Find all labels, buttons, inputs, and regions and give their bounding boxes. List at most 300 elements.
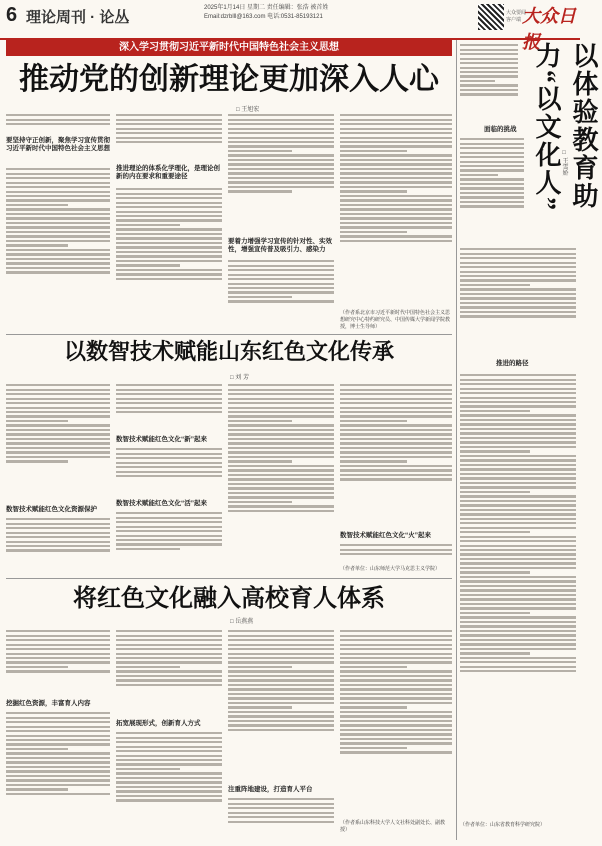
text-line bbox=[460, 80, 495, 82]
text-line bbox=[340, 213, 452, 215]
text-line bbox=[340, 420, 407, 422]
text-line bbox=[340, 478, 452, 480]
text-line bbox=[116, 197, 222, 199]
text-line bbox=[228, 501, 292, 503]
text-line bbox=[460, 410, 530, 412]
text-line bbox=[228, 697, 334, 699]
text-line bbox=[116, 535, 222, 537]
text-line bbox=[340, 451, 452, 453]
text-line bbox=[116, 389, 222, 391]
text-line bbox=[340, 181, 452, 183]
text-line bbox=[116, 246, 222, 248]
text-line bbox=[6, 433, 110, 435]
text-line bbox=[116, 657, 222, 659]
text-line bbox=[116, 795, 222, 797]
text-line bbox=[460, 553, 576, 555]
text-line bbox=[228, 384, 334, 386]
article3-subhead-3: 注重阵地建设，打造育人平台 bbox=[228, 786, 313, 793]
text-line bbox=[228, 451, 334, 453]
text-line bbox=[6, 752, 110, 754]
qr-caption: 大众要闻 客户端 bbox=[506, 10, 527, 23]
text-line bbox=[228, 119, 334, 121]
text-line bbox=[340, 150, 407, 152]
text-line bbox=[340, 688, 452, 690]
text-line bbox=[460, 183, 524, 185]
text-line bbox=[460, 473, 576, 475]
sidebar-divider bbox=[456, 40, 457, 840]
text-line bbox=[460, 248, 576, 250]
text-line bbox=[340, 711, 452, 713]
text-line bbox=[340, 456, 452, 458]
text-line bbox=[228, 720, 334, 722]
text-line bbox=[228, 635, 334, 637]
text-line bbox=[340, 549, 452, 551]
text-line bbox=[460, 625, 576, 627]
text-line bbox=[340, 398, 452, 400]
text-line bbox=[6, 635, 110, 637]
page-number: 6 bbox=[6, 4, 18, 26]
text-line bbox=[460, 585, 576, 587]
text-line bbox=[460, 147, 524, 149]
text-line bbox=[340, 469, 452, 471]
text-line bbox=[228, 296, 292, 298]
article1-text-col2b bbox=[116, 186, 222, 330]
text-line bbox=[116, 799, 222, 801]
text-line bbox=[116, 684, 222, 686]
article3-text-col2b bbox=[116, 730, 222, 840]
text-line bbox=[228, 278, 334, 280]
text-line bbox=[340, 648, 452, 650]
text-line bbox=[228, 150, 292, 152]
text-line bbox=[116, 269, 222, 271]
text-line bbox=[116, 193, 222, 195]
text-line bbox=[6, 262, 110, 264]
text-line bbox=[460, 477, 576, 479]
text-line bbox=[116, 670, 222, 672]
text-line bbox=[116, 675, 222, 677]
date-line: 2025年1月14日 星期二 责任编辑：张浩 被首姓 bbox=[204, 5, 329, 11]
text-line bbox=[460, 648, 576, 650]
text-line bbox=[116, 393, 222, 395]
text-line bbox=[228, 172, 334, 174]
text-line bbox=[340, 742, 452, 744]
article2-subhead-4: 数智技术赋能红色文化“火”起来 bbox=[340, 532, 431, 539]
text-line bbox=[116, 644, 222, 646]
qr-code bbox=[478, 4, 504, 30]
text-line bbox=[460, 414, 576, 416]
text-line bbox=[6, 726, 110, 728]
text-line bbox=[6, 766, 110, 768]
text-line bbox=[460, 432, 576, 434]
text-line bbox=[460, 621, 576, 623]
text-line bbox=[340, 679, 452, 681]
article2-text-col4a bbox=[340, 382, 452, 530]
text-line bbox=[460, 49, 518, 51]
text-line bbox=[6, 518, 110, 520]
text-line bbox=[6, 119, 110, 121]
text-line bbox=[6, 532, 110, 534]
text-line bbox=[6, 240, 110, 242]
text-line bbox=[116, 741, 222, 743]
text-line bbox=[340, 644, 452, 646]
text-line bbox=[460, 504, 576, 506]
text-line bbox=[6, 208, 110, 210]
text-line bbox=[460, 562, 576, 564]
text-line bbox=[116, 517, 222, 519]
text-line bbox=[460, 482, 576, 484]
text-line bbox=[460, 643, 576, 645]
divider bbox=[6, 578, 452, 579]
text-line bbox=[116, 132, 222, 134]
text-line bbox=[228, 415, 334, 417]
text-line bbox=[460, 392, 576, 394]
article3-title: 将红色文化融入高校育人体系 bbox=[73, 586, 385, 612]
text-line bbox=[340, 661, 452, 663]
text-line bbox=[6, 415, 110, 417]
text-line bbox=[340, 724, 452, 726]
text-line bbox=[460, 464, 576, 466]
text-line bbox=[460, 262, 576, 264]
article1-text-col1a bbox=[6, 112, 110, 134]
text-line bbox=[228, 181, 334, 183]
text-line bbox=[228, 816, 334, 818]
text-line bbox=[6, 779, 110, 781]
text-line bbox=[460, 491, 530, 493]
article1-text-col4 bbox=[340, 112, 452, 308]
text-line bbox=[340, 544, 452, 546]
text-line bbox=[6, 226, 110, 228]
text-line bbox=[228, 177, 334, 179]
text-line bbox=[116, 475, 222, 477]
text-line bbox=[6, 253, 110, 255]
text-line bbox=[460, 205, 524, 207]
text-line bbox=[6, 784, 110, 786]
text-line bbox=[460, 630, 576, 632]
text-line bbox=[228, 300, 334, 302]
text-line bbox=[460, 311, 576, 313]
text-line bbox=[228, 670, 334, 672]
text-line bbox=[6, 271, 110, 273]
text-line bbox=[6, 549, 110, 551]
text-line bbox=[460, 518, 576, 520]
text-line bbox=[6, 267, 110, 269]
text-line bbox=[340, 474, 452, 476]
text-line bbox=[460, 428, 576, 430]
text-line bbox=[116, 237, 222, 239]
sidebar-text-b bbox=[460, 246, 576, 356]
text-line bbox=[116, 398, 222, 400]
text-line bbox=[228, 648, 334, 650]
text-line bbox=[340, 411, 452, 413]
text-line bbox=[228, 132, 334, 134]
text-line bbox=[340, 402, 452, 404]
text-line bbox=[460, 379, 576, 381]
text-line bbox=[460, 666, 576, 668]
text-line bbox=[460, 580, 576, 582]
text-line bbox=[228, 420, 292, 422]
text-line bbox=[228, 474, 334, 476]
text-line bbox=[228, 456, 334, 458]
text-line bbox=[340, 653, 452, 655]
text-line bbox=[6, 235, 110, 237]
text-line bbox=[6, 191, 110, 193]
text-line bbox=[116, 453, 222, 455]
text-line bbox=[460, 652, 530, 654]
text-line bbox=[116, 219, 222, 221]
article3-subhead-2: 拓宽展现形式，创新育人方式 bbox=[116, 720, 201, 727]
text-line bbox=[6, 536, 110, 538]
text-line bbox=[460, 271, 576, 273]
article1-byline: □ 王旭宏 bbox=[236, 107, 260, 113]
text-line bbox=[228, 402, 334, 404]
text-line bbox=[228, 128, 334, 130]
text-line bbox=[228, 688, 334, 690]
text-line bbox=[228, 137, 334, 139]
sidebar-subhead-1: 面临的挑战 bbox=[484, 126, 517, 133]
text-line bbox=[340, 172, 452, 174]
text-line bbox=[116, 772, 222, 774]
text-line bbox=[460, 607, 576, 609]
text-line bbox=[460, 293, 576, 295]
text-line bbox=[340, 407, 452, 409]
text-line bbox=[340, 553, 452, 555]
text-line bbox=[116, 114, 222, 116]
text-line bbox=[460, 93, 518, 95]
text-line bbox=[228, 433, 334, 435]
text-line bbox=[228, 438, 334, 440]
text-line bbox=[6, 213, 110, 215]
article2-subhead-1: 数智技术赋能红色文化资源保护 bbox=[6, 506, 97, 513]
text-line bbox=[6, 788, 68, 790]
text-line bbox=[340, 693, 452, 695]
text-line bbox=[228, 684, 334, 686]
text-line bbox=[228, 675, 334, 677]
text-line bbox=[6, 545, 110, 547]
text-line bbox=[6, 222, 110, 224]
text-line bbox=[116, 384, 222, 386]
text-line bbox=[6, 666, 68, 668]
article1-text-col1b bbox=[6, 166, 110, 330]
article1-title: 推动党的创新理论更加深入人心 bbox=[19, 63, 439, 96]
text-line bbox=[6, 523, 110, 525]
text-line bbox=[116, 141, 222, 143]
text-line bbox=[460, 616, 576, 618]
divider bbox=[6, 334, 452, 335]
text-line bbox=[460, 84, 518, 86]
text-line bbox=[116, 790, 222, 792]
text-line bbox=[6, 429, 110, 431]
text-line bbox=[340, 702, 452, 704]
sidebar-byline: □ 王雪娇 bbox=[561, 150, 567, 176]
text-line bbox=[340, 141, 452, 143]
text-line bbox=[460, 446, 576, 448]
text-line bbox=[340, 447, 452, 449]
text-line bbox=[116, 128, 222, 130]
article1-credit: （作者系北京市习近平新时代中国特色社会主义思想研究中心特约研究员、中国传媒大学新闻学院教授，博士生导师） bbox=[340, 310, 451, 330]
text-line bbox=[6, 748, 68, 750]
text-line bbox=[340, 168, 452, 170]
text-line bbox=[228, 812, 334, 814]
text-line bbox=[228, 291, 334, 293]
text-line bbox=[460, 522, 576, 524]
text-line bbox=[6, 258, 110, 260]
text-line bbox=[460, 455, 576, 457]
text-line bbox=[340, 697, 452, 699]
text-line bbox=[460, 201, 524, 203]
text-line bbox=[460, 486, 576, 488]
text-line bbox=[116, 242, 222, 244]
text-line bbox=[340, 389, 452, 391]
text-line bbox=[460, 58, 518, 60]
text-line bbox=[228, 644, 334, 646]
article3-credit: （作者系山东科技大学人文社科处副处长、副教授） bbox=[340, 820, 446, 833]
text-line bbox=[228, 706, 292, 708]
text-line bbox=[116, 732, 222, 734]
text-line bbox=[460, 143, 524, 145]
text-line bbox=[340, 460, 407, 462]
article3-text-col3a bbox=[228, 628, 334, 784]
text-line bbox=[6, 195, 110, 197]
text-line bbox=[228, 407, 334, 409]
text-line bbox=[460, 156, 524, 158]
text-line bbox=[6, 438, 110, 440]
text-line bbox=[6, 442, 110, 444]
text-line bbox=[340, 222, 452, 224]
text-line bbox=[116, 119, 222, 121]
text-line bbox=[228, 287, 334, 289]
text-line bbox=[460, 423, 576, 425]
text-line bbox=[116, 462, 222, 464]
text-line bbox=[460, 89, 518, 91]
text-line bbox=[228, 145, 334, 147]
text-line bbox=[228, 186, 334, 188]
text-line bbox=[228, 505, 334, 507]
text-line bbox=[340, 729, 452, 731]
text-line bbox=[228, 265, 334, 267]
text-line bbox=[116, 666, 180, 668]
text-line bbox=[460, 594, 576, 596]
sidebar-text-c bbox=[460, 372, 576, 818]
text-line bbox=[6, 735, 110, 737]
text-line bbox=[340, 429, 452, 431]
text-line bbox=[340, 217, 452, 219]
article3-subhead-1: 挖掘红色资源，丰富育人内容 bbox=[6, 700, 91, 707]
sidebar-credit: （作者单位：山东省教育科学研究院） bbox=[460, 822, 546, 828]
text-line bbox=[460, 62, 518, 64]
text-line bbox=[116, 653, 222, 655]
banner: 深入学习贯彻习近平新时代中国特色社会主义思想 bbox=[6, 40, 452, 56]
article1-text-col3b bbox=[228, 258, 334, 330]
article3-byline: □ 岳燕燕 bbox=[230, 619, 254, 625]
text-line bbox=[116, 411, 222, 413]
text-line bbox=[340, 635, 452, 637]
text-line bbox=[228, 283, 334, 285]
text-line bbox=[340, 240, 452, 242]
text-line bbox=[228, 803, 334, 805]
text-line bbox=[116, 530, 222, 532]
text-line bbox=[116, 521, 222, 523]
text-line bbox=[460, 437, 576, 439]
text-line bbox=[228, 411, 334, 413]
text-line bbox=[460, 531, 530, 533]
text-line bbox=[6, 630, 110, 632]
text-line bbox=[228, 123, 334, 125]
text-line bbox=[228, 807, 334, 809]
text-line bbox=[340, 177, 452, 179]
text-line bbox=[340, 433, 452, 435]
text-line bbox=[228, 715, 334, 717]
text-line bbox=[6, 199, 110, 201]
text-line bbox=[6, 644, 110, 646]
text-line bbox=[460, 459, 576, 461]
text-line bbox=[6, 793, 110, 795]
text-line bbox=[116, 211, 222, 213]
text-line bbox=[116, 630, 222, 632]
text-line bbox=[340, 415, 452, 417]
text-line bbox=[460, 401, 576, 403]
text-line bbox=[460, 536, 576, 538]
text-line bbox=[6, 398, 110, 400]
text-line bbox=[6, 114, 110, 116]
text-line bbox=[6, 712, 110, 714]
text-line bbox=[460, 527, 576, 529]
text-line bbox=[6, 661, 110, 663]
text-line bbox=[228, 168, 334, 170]
text-line bbox=[6, 249, 110, 251]
text-line bbox=[460, 196, 524, 198]
text-line bbox=[6, 721, 110, 723]
text-line bbox=[460, 257, 576, 259]
text-line bbox=[228, 159, 334, 161]
text-line bbox=[228, 393, 334, 395]
text-line bbox=[6, 407, 110, 409]
text-line bbox=[460, 161, 524, 163]
text-line bbox=[116, 639, 222, 641]
text-line bbox=[6, 244, 68, 246]
text-line bbox=[340, 684, 452, 686]
text-line bbox=[6, 775, 110, 777]
text-line bbox=[116, 273, 222, 275]
text-line bbox=[460, 284, 530, 286]
text-line bbox=[116, 202, 222, 204]
text-line bbox=[460, 71, 518, 73]
text-line bbox=[228, 496, 334, 498]
text-line bbox=[340, 670, 452, 672]
text-line bbox=[6, 217, 110, 219]
text-line bbox=[340, 208, 452, 210]
text-line bbox=[6, 460, 68, 462]
text-line bbox=[340, 132, 452, 134]
text-line bbox=[460, 558, 576, 560]
text-line bbox=[116, 278, 222, 280]
text-line bbox=[340, 733, 452, 735]
article2-text-col2b bbox=[116, 446, 222, 498]
text-line bbox=[340, 747, 407, 749]
text-line bbox=[340, 159, 452, 161]
text-line bbox=[460, 549, 576, 551]
text-line bbox=[340, 195, 452, 197]
text-line bbox=[460, 509, 576, 511]
text-line bbox=[340, 123, 452, 125]
section-title: 理论周刊 · 论丛 bbox=[26, 9, 130, 26]
text-line bbox=[6, 639, 110, 641]
article3-text-col1a bbox=[6, 628, 110, 698]
text-line bbox=[116, 679, 222, 681]
masthead-meta bbox=[204, 4, 444, 22]
text-line bbox=[116, 251, 222, 253]
text-line bbox=[460, 576, 576, 578]
text-line bbox=[228, 114, 334, 116]
